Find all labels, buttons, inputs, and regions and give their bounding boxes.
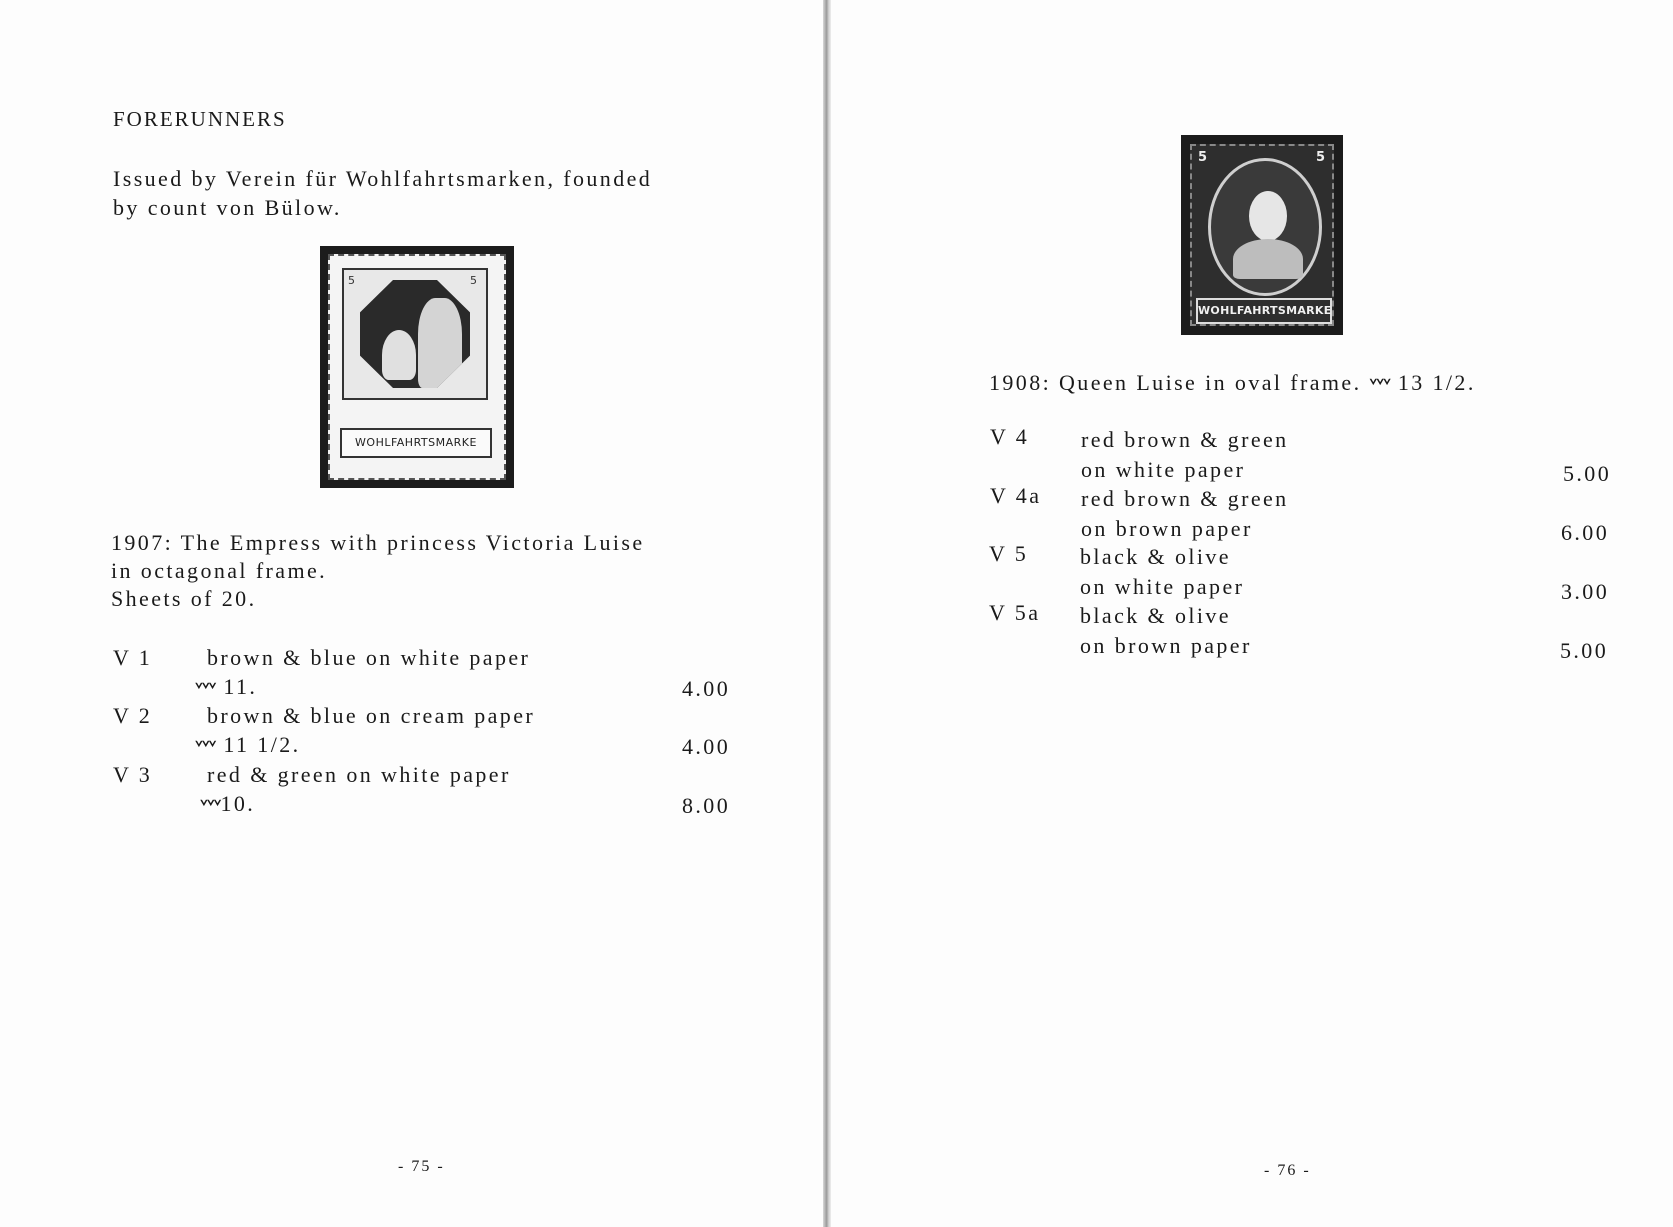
item-description: red & green on white paper — [207, 762, 511, 787]
page-number: - 75 - — [398, 1158, 445, 1175]
item-price: 5.00 — [1563, 461, 1612, 486]
stamp-banner: WOHLFAHRTSMARKE — [340, 428, 492, 458]
issue-line — [989, 370, 1476, 396]
queen-bust — [1233, 239, 1303, 279]
stamp-banner: WOHLFAHRTSMARKE — [1196, 298, 1332, 324]
item-description-line-1: black & olive — [1080, 544, 1231, 569]
item-id: V 3 — [113, 762, 153, 787]
princess-figure — [382, 330, 416, 380]
item-description-line-1: red brown & green — [1081, 486, 1289, 511]
stamp-value-top-right: 5 — [470, 274, 477, 287]
issue-perforation: 13 1/2. — [1397, 370, 1476, 395]
item-price: 6.00 — [1561, 520, 1610, 545]
book-gutter — [823, 0, 831, 1227]
page-number: - 76 - — [1264, 1162, 1311, 1179]
item-price: 4.00 — [682, 676, 731, 701]
item-description-line-1: black & olive — [1080, 603, 1231, 628]
item-description: brown & blue on white paper — [207, 645, 531, 670]
item-id: V 2 — [113, 703, 153, 728]
item-id: V 4a — [990, 483, 1042, 508]
issue-line-1: 1907: The Empress with princess Victoria Luise — [111, 530, 645, 555]
issue-line-2: in octagonal frame. — [111, 558, 328, 583]
perforation-icon: ᘁᘁᘁ — [195, 738, 216, 756]
item-price: 8.00 — [682, 793, 731, 818]
perforation-value: 11 1/2. — [223, 732, 301, 757]
perforation-icon: ᘁᘁᘁ — [200, 797, 221, 815]
oval-frame — [1208, 158, 1322, 296]
item-perforation — [195, 674, 257, 700]
issue-line-3: Sheets of 20. — [111, 586, 257, 611]
empress-figure — [418, 298, 462, 388]
stamp-image-1907 — [320, 246, 514, 488]
item-description-line-2: on brown paper — [1081, 516, 1253, 541]
perforation-value: 10. — [220, 791, 256, 816]
right-page — [831, 0, 1673, 1227]
item-id: V 4 — [990, 424, 1030, 449]
item-id: V 1 — [113, 645, 153, 670]
item-id: V 5a — [989, 600, 1041, 625]
queen-face — [1249, 191, 1287, 241]
section-heading: FORERUNNERS — [113, 107, 287, 131]
perforation-icon: ᘁᘁᘁ — [195, 680, 216, 698]
stamp-border — [1190, 144, 1334, 326]
item-description-line-2: on brown paper — [1080, 633, 1252, 658]
intro-text-line-1: Issued by Verein für Wohlfahrtsmarken, founded — [113, 166, 653, 191]
intro-text-line-2: by count von Bülow. — [113, 195, 342, 220]
item-description-line-2: on white paper — [1081, 457, 1246, 482]
left-page — [0, 0, 823, 1227]
stamp-picture-frame — [342, 268, 488, 400]
perforation-value: 11. — [223, 674, 258, 699]
item-description: brown & blue on cream paper — [207, 703, 536, 728]
item-price: 3.00 — [1561, 579, 1610, 604]
item-price: 4.00 — [682, 734, 731, 759]
stamp-value-top-left: 5 — [1198, 150, 1208, 165]
item-description-line-1: red brown & green — [1081, 427, 1289, 452]
item-perforation — [195, 732, 301, 758]
stamp-border — [328, 254, 506, 480]
item-description-line-2: on white paper — [1080, 574, 1245, 599]
stamp-value-top-right: 5 — [1316, 150, 1326, 165]
stamp-value-top-left: 5 — [348, 274, 355, 287]
issue-text: 1908: Queen Luise in oval frame. — [989, 370, 1362, 395]
octagonal-frame — [360, 280, 470, 388]
perforation-icon: ᘁᘁᘁ — [1369, 376, 1390, 394]
stamp-image-1908 — [1181, 135, 1343, 335]
item-price: 5.00 — [1560, 638, 1609, 663]
item-perforation — [200, 791, 255, 817]
item-id: V 5 — [989, 541, 1029, 566]
